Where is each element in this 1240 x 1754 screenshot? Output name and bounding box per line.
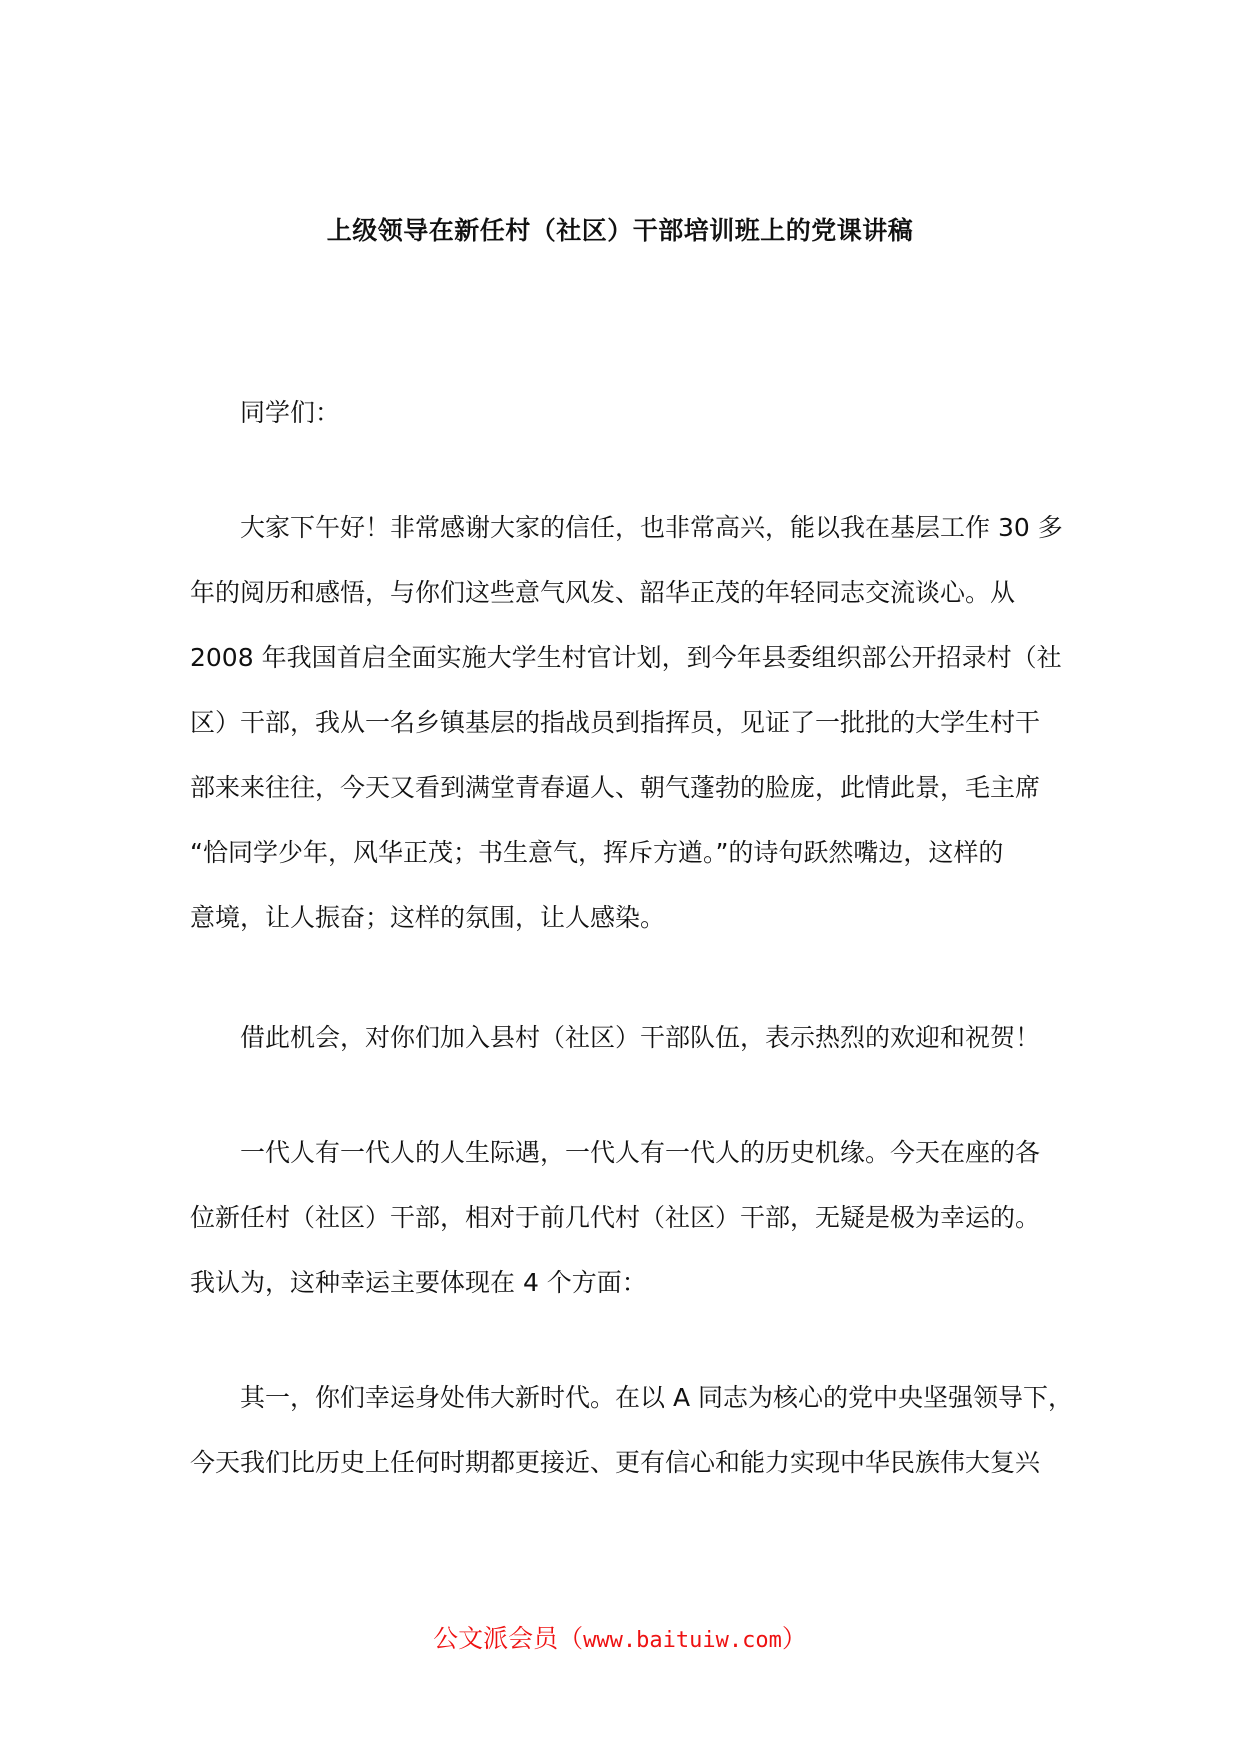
paragraph-line: 区）干部，我从一名乡镇基层的指战员到指挥员，见证了一批批的大学生村干 (190, 708, 1041, 737)
salutation-text: 同学们： (240, 398, 341, 427)
paragraph-line: 位新任村（社区）干部，相对于前几代村（社区）干部，无疑是极为幸运的。 (190, 1203, 1041, 1232)
paragraph-4 (190, 1365, 1073, 1495)
paragraph-line: 大家下午好！非常感谢大家的信任，也非常高兴，能以我在基层工作 30 多 (240, 513, 1063, 542)
document-title: 上级领导在新任村（社区）干部培训班上的党课讲稿 (326, 216, 914, 245)
paragraph-line: 今天我们比历史上任何时期都更接近、更有信心和能力实现中华民族伟大复兴 (190, 1448, 1041, 1477)
paragraph-1 (190, 495, 1062, 950)
footer-url-link[interactable]: www.baituiw.com (583, 1628, 782, 1653)
paragraph-3 (190, 1120, 1062, 1315)
salutation (190, 380, 1062, 445)
paragraph-line: 部来来往往，今天又看到满堂青春逼人、朝气蓬勃的脸庞，此情此景，毛主席 (190, 773, 1041, 802)
paragraph-line: 借此机会，对你们加入县村（社区）干部队伍，表示热烈的欢迎和祝贺！ (240, 1023, 1041, 1052)
footer-close-paren: ） (781, 1624, 807, 1653)
paragraph-line: 2008 年我国首启全面实施大学生村官计划，到今年县委组织部公开招录村（社 (190, 643, 1062, 672)
paragraph-line: 一代人有一代人的人生际遇，一代人有一代人的历史机缘。今天在座的各 (240, 1138, 1041, 1167)
paragraph-line: 其一，你们幸运身处伟大新时代。在以 A 同志为核心的党中央坚强领导下， (240, 1383, 1073, 1412)
footer-watermark (0, 1622, 1240, 1658)
footer-brand: 公文派会员（ (433, 1624, 584, 1653)
paragraph-2 (190, 1005, 1062, 1070)
paragraph-line: 年的阅历和感悟，与你们这些意气风发、韶华正茂的年轻同志交流谈心。从 (190, 578, 1016, 607)
paragraph-line: “恰同学少年，风华正茂；书生意气，挥斥方遒。”的诗句跃然嘴边，这样的 (190, 838, 1004, 867)
paragraph-line: 我认为，这种幸运主要体现在 4 个方面： (190, 1268, 647, 1297)
paragraph-line: 意境，让人振奋；这样的氛围，让人感染。 (190, 903, 666, 932)
